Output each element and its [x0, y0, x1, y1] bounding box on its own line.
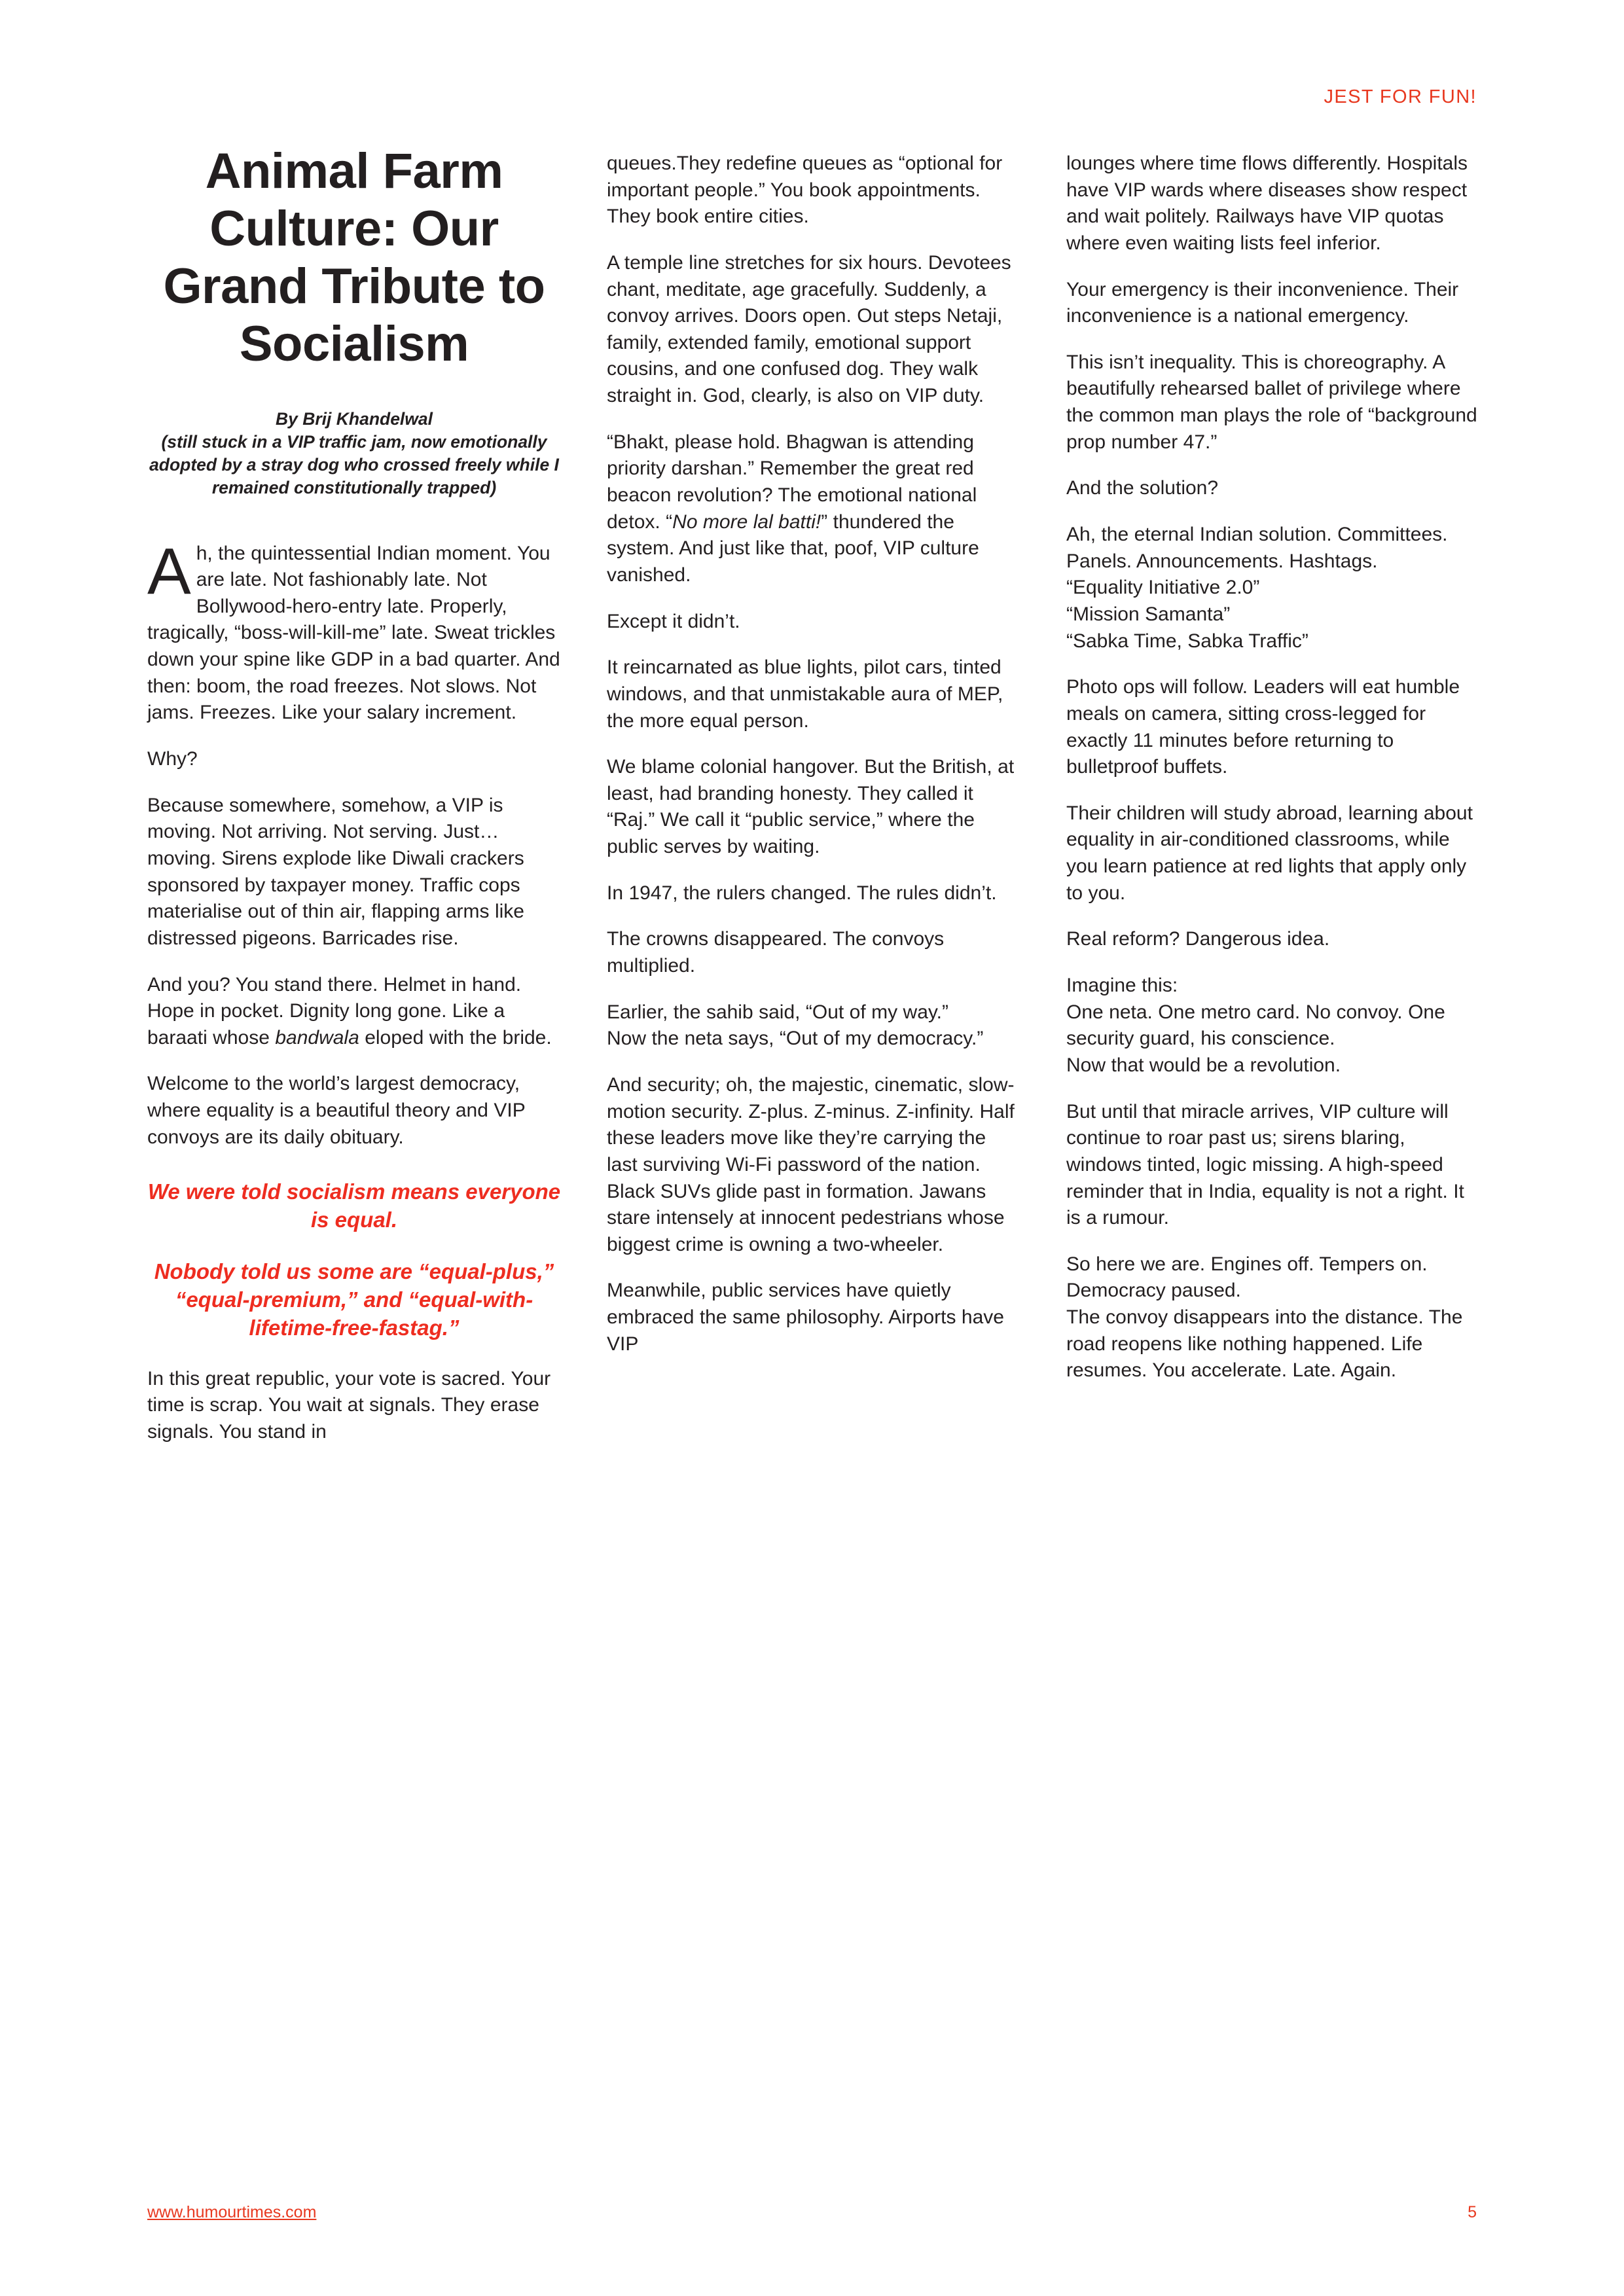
byline	[147, 408, 561, 500]
paragraph-c2-7: In 1947, the rulers changed. The rules didn’t.	[607, 882, 997, 904]
paragraph-c2-10: And security; oh, the majestic, cinematic, slow-motion security. Z-plus. Z-minus. Z-infinity. Half these leaders move like they’re carrying the last surviving Wi-Fi password of the nation. Black SUVs glide past in formation. Jawans stare intensely at innocent pedestrians whose biggest crime is owning a two-wheeler.	[607, 1073, 1015, 1255]
paragraph-c2-9	[607, 999, 1020, 1052]
paragraph-c3-1: lounges where time flows differently. Hospitals have VIP wards where diseases show respect and wait politely. Railways have VIP quotas where even waiting lists feel inferior.	[1066, 152, 1468, 254]
paragraph-c2-3	[607, 429, 1020, 589]
paragraph-c2-8: The crowns disappeared. The convoys multiplied.	[607, 928, 945, 977]
paragraph-c2-2: A temple line stretches for six hours. Devotees chant, meditate, age gracefully. Suddenly, a convoy arrives. Doors open. Out steps Netaji, family, extended family, emotional support cousins, and one confused dog. They walk straight in. God, clearly, is also on VIP duty.	[607, 251, 1011, 407]
paragraph-c3-2: Your emergency is their inconvenience. Their inconvenience is a national emergency.	[1066, 278, 1459, 327]
paragraph-c1-5: Welcome to the world’s largest democracy, where equality is a beautiful theory and VIP convoys are its daily obituary.	[147, 1073, 526, 1148]
paragraph-c2-4: Except it didn’t.	[607, 610, 740, 632]
paragraph-c3-5-line4: “Sabka Time, Sabka Traffic”	[1066, 630, 1308, 652]
column-1	[147, 143, 561, 1465]
byline-author: By Brij Khandelwal	[275, 408, 433, 429]
paragraph-c2-9-line1: Earlier, the sahib said, “Out of my way.”	[607, 1001, 949, 1023]
paragraph-c3-9-line3: Now that would be a revolution.	[1066, 1054, 1341, 1076]
paragraph-c2-9-line2: Now the neta says, “Out of my democracy.”	[607, 1028, 984, 1050]
paragraph-c1-6: In this great republic, your vote is sacred. Your time is scrap. You wait at signals. They erase signals. You stand in	[147, 1367, 551, 1443]
paragraph-c3-8: Real reform? Dangerous idea.	[1066, 928, 1330, 950]
paragraph-c2-11: Meanwhile, public services have quietly embraced the same philosophy. Airports have VIP	[607, 1280, 1004, 1355]
paragraph-c2-1: queues.They redefine queues as “optional for important people.” You book appointments. They book entire cities.	[607, 152, 1003, 228]
paragraph-c2-3-part1: “Bhakt, please hold. Bhagwan is attending priority darshan.” Remember the great red beacon revolution? The emotional national detox. “	[607, 431, 977, 533]
website-link[interactable]: www.humourtimes.com	[147, 2203, 317, 2221]
page-footer	[147, 2203, 1477, 2225]
paragraph-c3-6: Photo ops will follow. Leaders will eat humble meals on camera, sitting cross-legged for exactly 11 minutes before returning to bulletproof buffets.	[1066, 676, 1460, 778]
column-2	[607, 143, 1020, 1377]
paragraph-c3-9-line2: One neta. One metro card. No convoy. One security guard, his conscience.	[1066, 1001, 1445, 1050]
paragraph-c3-10: But until that miracle arrives, VIP culture will continue to roar past us; sirens blaring, windows tinted, logic missing. A high-speed reminder that in India, equality is not a right. It is a rumour.	[1066, 1100, 1464, 1229]
paragraph-c1-1: A h, the quintessential Indian moment. You are late. Not fashionably late. Not Bollywood-hero-entry late. Properly, tragically, “boss-will-kill-me” late. Sweat trickles down your spine like GDP in a bad quarter. And then: boom, the road freezes. Not slows. Not jams. Freezes. Like your salary increment.	[147, 534, 560, 724]
paragraph-c1-4-emphasis: bandwala	[275, 1026, 359, 1049]
paragraph-c1-4-part2: eloped with the bride.	[359, 1026, 552, 1049]
column-3	[1066, 143, 1480, 1404]
paragraph-c3-5-line1: Ah, the eternal Indian solution. Committees. Panels. Announcements. Hashtags.	[1066, 524, 1448, 572]
article-columns	[147, 143, 1479, 2145]
paragraph-c3-11	[1066, 1251, 1480, 1384]
paragraph-c3-5-line3: “Mission Samanta”	[1066, 603, 1231, 625]
paragraph-c3-5-line2: “Equality Initiative 2.0”	[1066, 577, 1260, 599]
paragraph-c1-2: Why?	[147, 748, 198, 770]
paragraph-c3-3: This isn’t inequality. This is choreography. A beautifully rehearsed ballet of privilege where the common man plays the role of “background prop number 47.”	[1066, 351, 1477, 453]
paragraph-c2-3-emphasis: No more lal batti!	[672, 511, 821, 533]
paragraph-c2-6: We blame colonial hangover. But the British, at least, had branding honesty. They called it “Raj.” We call it “public service,” where the public serves by waiting.	[607, 756, 1015, 858]
paragraph-c1-4	[147, 972, 561, 1052]
byline-note: (still stuck in a VIP traffic jam, now emotionally adopted by a stray dog who crossed freely while I remained constitutionally trapped)	[149, 431, 559, 498]
paragraph-c2-5: It reincarnated as blue lights, pilot cars, tinted windows, and that unmistakable aura of MEP, the more equal person.	[607, 656, 1003, 732]
paragraph-c2-3-part2: ” thundered the system. And just like that, poof, VIP culture vanished.	[607, 511, 979, 586]
paragraph-c1-1-text: h, the quintessential Indian moment. You are late. Not fashionably late. Not Bollywood-hero-entry late. Properly, tragically, “boss-will-kill-me” late. Sweat trickles down your spine like GDP in a bad quarter. And then: boom, the road freezes. Not slows. Not jams. Freezes. Like your salary increment.	[147, 542, 560, 724]
page-title: Animal Farm Culture: Our Grand Tribute to Socialism	[163, 143, 545, 372]
paragraph-c3-7: Their children will study abroad, learning about equality in air-conditioned classrooms, while you learn patience at red lights that apply only to you.	[1066, 802, 1473, 904]
paragraph-c3-9-line1: Imagine this:	[1066, 975, 1178, 997]
page-number: 5	[1468, 2203, 1477, 2221]
paragraph-c3-4: And the solution?	[1066, 477, 1219, 499]
paragraph-c3-9	[1066, 973, 1480, 1079]
paragraph-c1-4-part1: And you? You stand there. Helmet in hand. Hope in pocket. Dignity long gone. Like a baraati whose	[147, 973, 522, 1049]
pull-quote-1: We were told socialism means everyone is equal.	[147, 1179, 561, 1232]
paragraph-c3-11-line1: So here we are. Engines off. Tempers on. Democracy paused.	[1066, 1253, 1428, 1302]
paragraph-c3-5	[1066, 522, 1480, 655]
pull-quote-2: Nobody told us some are “equal-plus,” “equal-premium,” and “equal-with-lifetime-free-fastag.”	[154, 1259, 554, 1340]
paragraph-c1-3: Because somewhere, somehow, a VIP is moving. Not arriving. Not serving. Just… moving. Sirens explode like Diwali crackers sponsored by taxpayer money. Traffic cops materialise out of thin air, flapping arms like distressed pigeons. Barricades rise.	[147, 794, 524, 949]
running-head: JEST FOR FUN!	[1324, 86, 1477, 107]
paragraph-c3-11-line2: The convoy disappears into the distance. The road reopens like nothing happened. Life resumes. You accelerate. Late. Again.	[1066, 1306, 1463, 1382]
